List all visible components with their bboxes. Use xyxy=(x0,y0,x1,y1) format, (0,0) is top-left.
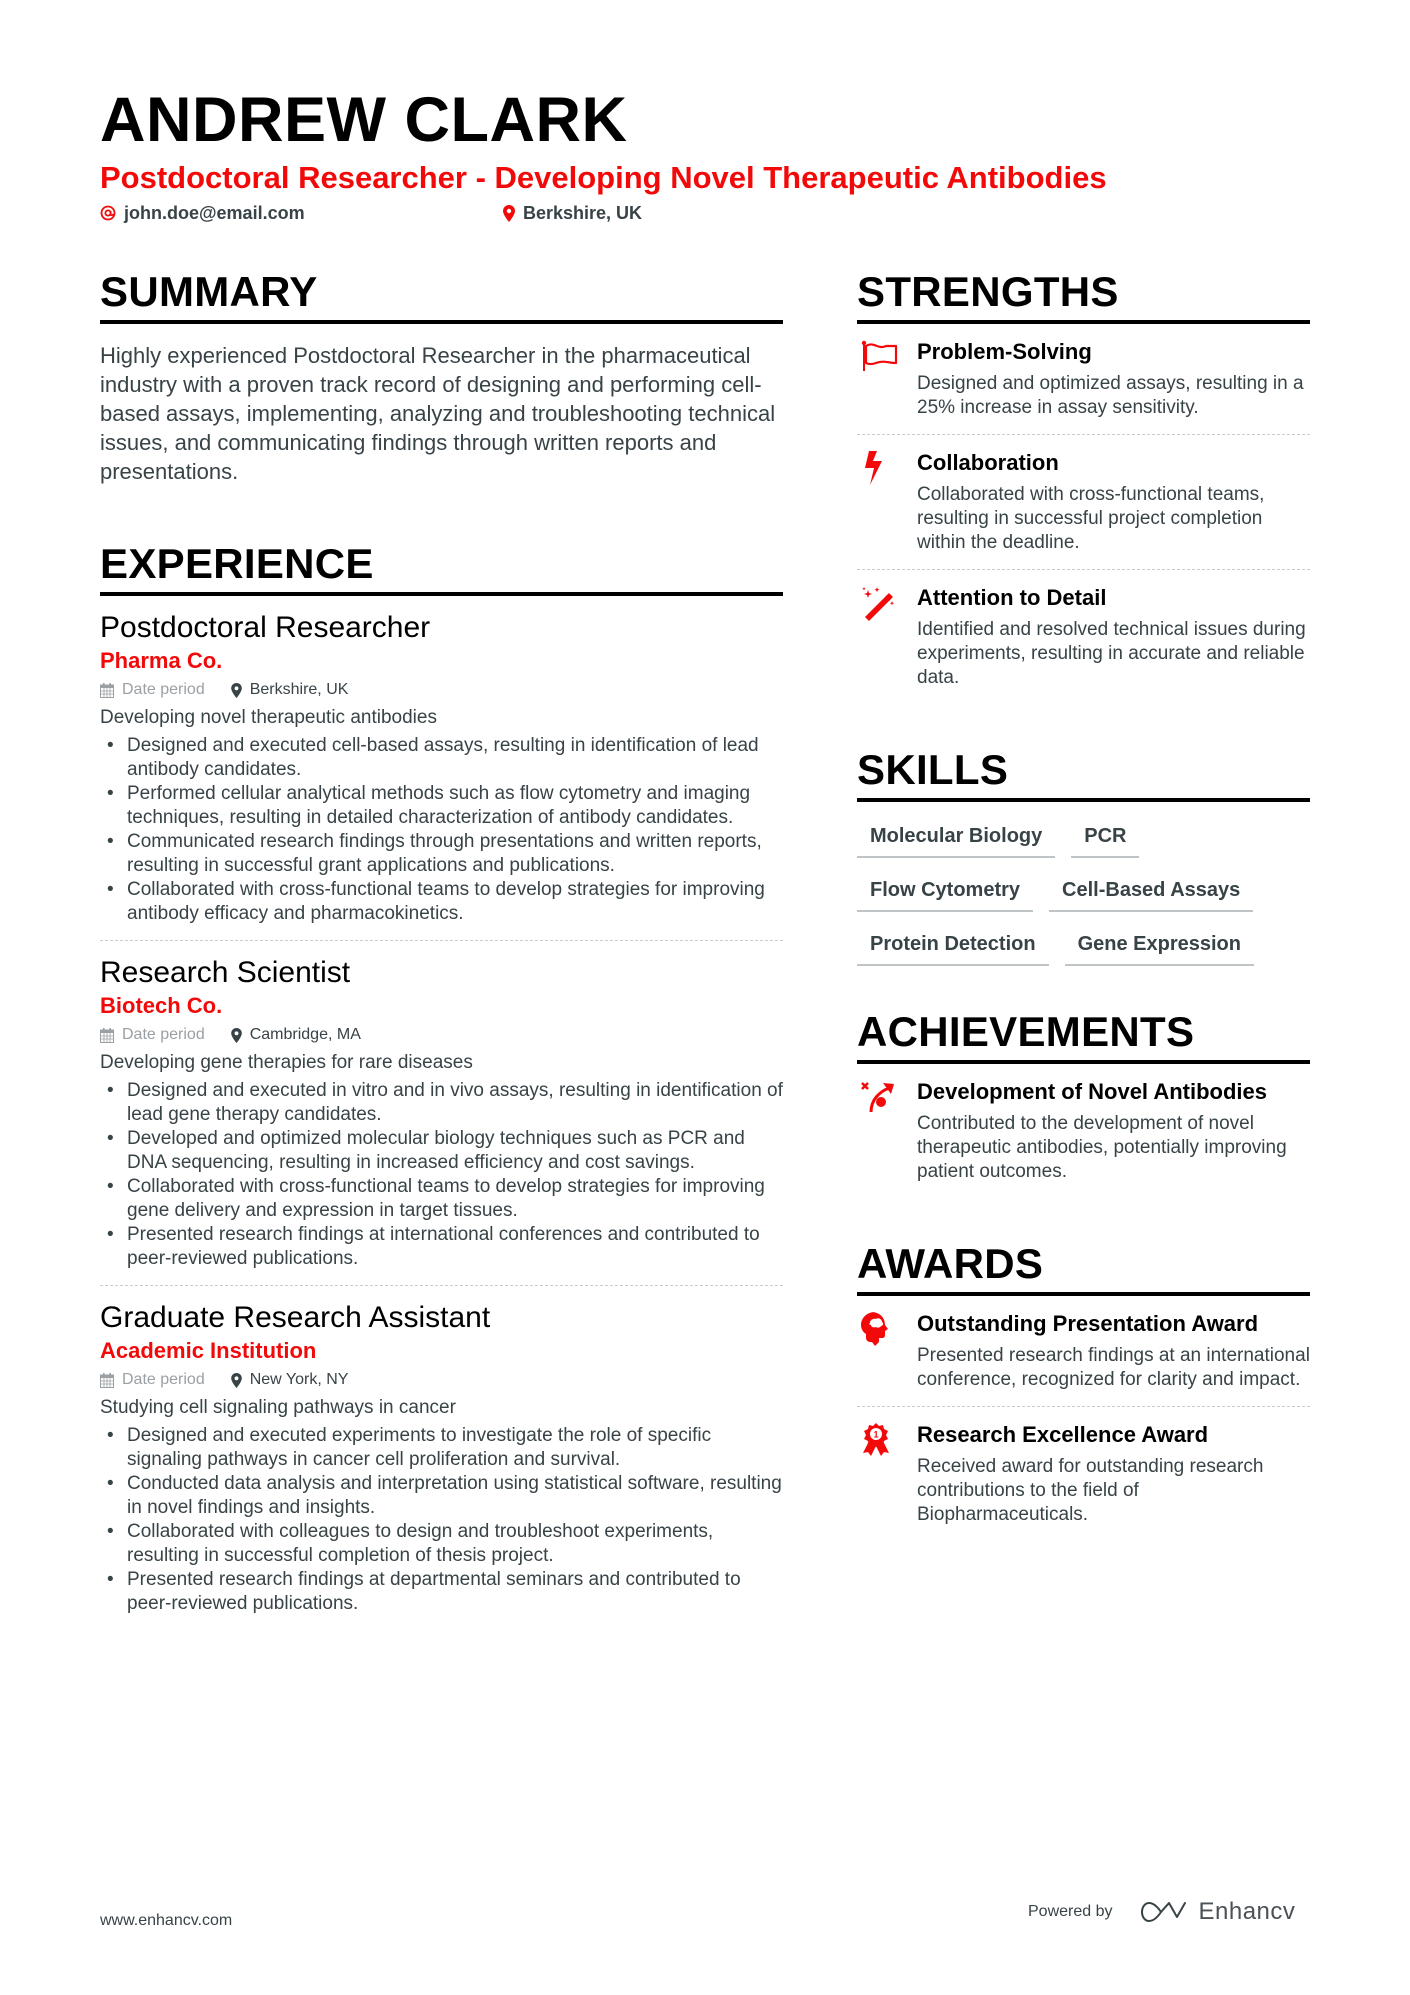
strengths-heading: STRENGTHS xyxy=(857,268,1310,324)
job-bullet: • Designed and executed in vitro and in vivo assays, resulting in identification of lead gene therapy candidates. xyxy=(100,1079,783,1127)
brand-name: Enhancv xyxy=(1198,1898,1296,1925)
strength-description: Designed and optimized assays, resulting in a 25% increase in assay sensitivity. xyxy=(917,373,1304,418)
job-meta xyxy=(100,679,783,701)
location-text: Berkshire, UK xyxy=(523,203,643,223)
job-bullets xyxy=(100,1079,783,1271)
awards-section xyxy=(857,1240,1310,1541)
experience-section xyxy=(100,540,783,1630)
job-bullet: • Collaborated with cross-functional teams to develop strategies for improving antibody efficacy and pharmacokinetics. xyxy=(100,878,783,926)
job-bullet: • Collaborated with colleagues to design and troubleshoot experiments, resulting in successful completion of thesis project. xyxy=(100,1520,783,1568)
award-title: Outstanding Presentation Award xyxy=(917,1311,1259,1336)
job-bullets xyxy=(100,734,783,926)
lightning-icon xyxy=(857,449,917,555)
powered-by-label: Powered by xyxy=(1028,1903,1113,1920)
skills-section xyxy=(857,746,1310,980)
skill-tag: Gene Expression xyxy=(1065,926,1254,966)
skill-tag: Cell-Based Assays xyxy=(1049,872,1253,912)
strengths-section xyxy=(857,268,1310,704)
award-item xyxy=(857,1406,1310,1541)
award-description: Presented research findings at an international conference, recognized for clarity and impact. xyxy=(917,1345,1310,1390)
job-meta xyxy=(100,1024,783,1046)
strength-item xyxy=(857,434,1310,569)
achievement-title: Development of Novel Antibodies xyxy=(917,1079,1268,1104)
svg-text:1: 1 xyxy=(873,1429,879,1440)
skill-tag: Protein Detection xyxy=(857,926,1049,966)
enhancv-logo-icon xyxy=(1141,1899,1187,1925)
achievements-section xyxy=(857,1008,1310,1198)
contact-email[interactable] xyxy=(100,202,305,224)
calendar-icon xyxy=(100,683,114,698)
job-bullet: • Presented research findings at departmental seminars and contributed to peer-reviewed publications. xyxy=(100,1568,783,1616)
job-date: Date period xyxy=(100,679,205,701)
award-title: Research Excellence Award xyxy=(917,1422,1209,1447)
experience-entry xyxy=(100,596,783,940)
job-bullet: • Developed and optimized molecular biology techniques such as PCR and DNA sequencing, resulting in increased efficiency and cost savings. xyxy=(100,1127,783,1175)
strategy-arrow-icon xyxy=(857,1078,917,1184)
strength-title: Attention to Detail xyxy=(917,585,1107,610)
map-pin-icon xyxy=(231,1028,242,1043)
job-bullet: • Designed and executed cell-based assays, resulting in identification of lead antibody candidates. xyxy=(100,734,783,782)
job-description: Developing novel therapeutic antibodies xyxy=(100,707,437,728)
flag-icon xyxy=(857,338,917,420)
left-column xyxy=(100,268,783,1630)
achievement-description: Contributed to the development of novel therapeutic antibodies, potentially improving patient outcomes. xyxy=(917,1113,1287,1182)
map-pin-icon xyxy=(231,1373,242,1388)
candidate-headline: Postdoctoral Researcher - Developing Novel Therapeutic Antibodies xyxy=(100,160,1107,195)
job-bullet: • Designed and executed experiments to investigate the role of specific signaling pathways in cancer cell proliferation and survival. xyxy=(100,1424,783,1472)
job-bullet: • Presented research findings at international conferences and contributed to peer-reviewed publications. xyxy=(100,1223,783,1271)
summary-heading: SUMMARY xyxy=(100,268,783,324)
strength-title: Problem-Solving xyxy=(917,339,1092,364)
head-brain-icon xyxy=(857,1310,917,1392)
job-bullets xyxy=(100,1424,783,1616)
job-location: Berkshire, UK xyxy=(231,679,349,701)
awards-heading: AWARDS xyxy=(857,1240,1310,1296)
achievements-heading: ACHIEVEMENTS xyxy=(857,1008,1310,1064)
job-date: Date period xyxy=(100,1369,205,1391)
experience-entry xyxy=(100,1285,783,1630)
skill-tag: PCR xyxy=(1071,818,1139,858)
award-description: Received award for outstanding research contributions to the field of Biopharmaceuticals. xyxy=(917,1456,1264,1525)
skills-heading: SKILLS xyxy=(857,746,1310,802)
at-icon xyxy=(100,205,116,221)
skills-list xyxy=(857,802,1310,980)
job-company: Academic Institution xyxy=(100,1338,317,1363)
award-ribbon-icon xyxy=(857,1421,917,1527)
job-location: New York, NY xyxy=(231,1369,349,1391)
job-description: Studying cell signaling pathways in cancer xyxy=(100,1397,456,1418)
experience-heading: EXPERIENCE xyxy=(100,540,783,596)
footer-website[interactable]: www.enhancv.com xyxy=(100,1912,233,1929)
strength-description: Collaborated with cross-functional teams, resulting in successful project completion within the deadline. xyxy=(917,484,1265,553)
summary-text: Highly experienced Postdoctoral Researcher in the pharmaceutical industry with a proven track record of designing and performing cell-based assays, implementing, analyzing and troubleshooting technical issues, and communicating findings through written reports and presentations. xyxy=(100,343,776,484)
job-title: Graduate Research Assistant xyxy=(100,1301,491,1334)
email-text: john.doe@email.com xyxy=(124,203,305,223)
map-pin-icon xyxy=(231,683,242,698)
job-title: Research Scientist xyxy=(100,956,351,989)
skill-tag: Flow Cytometry xyxy=(857,872,1033,912)
job-location: Cambridge, MA xyxy=(231,1024,361,1046)
map-pin-icon xyxy=(503,205,515,222)
magic-wand-icon xyxy=(857,584,917,690)
strength-item xyxy=(857,569,1310,704)
job-bullet: • Performed cellular analytical methods such as flow cytometry and imaging techniques, resulting in detailed characterization of antibody candidates. xyxy=(100,782,783,830)
footer-branding[interactable] xyxy=(1028,1898,1295,1926)
job-company: Biotech Co. xyxy=(100,993,223,1018)
summary-section xyxy=(100,268,783,486)
candidate-name: ANDREW CLARK xyxy=(100,85,628,155)
job-title: Postdoctoral Researcher xyxy=(100,611,431,644)
job-meta xyxy=(100,1369,783,1391)
award-item xyxy=(857,1296,1310,1406)
job-date: Date period xyxy=(100,1024,205,1046)
calendar-icon xyxy=(100,1373,114,1388)
skill-tag: Molecular Biology xyxy=(857,818,1055,858)
strength-item xyxy=(857,324,1310,434)
contact-location xyxy=(503,202,642,224)
calendar-icon xyxy=(100,1028,114,1043)
job-bullet: • Collaborated with cross-functional teams to develop strategies for improving gene delivery and expression in target tissues. xyxy=(100,1175,783,1223)
strength-description: Identified and resolved technical issues during experiments, resulting in accurate and reliable data. xyxy=(917,619,1306,688)
right-column xyxy=(857,268,1310,1541)
achievement-item xyxy=(857,1064,1310,1198)
job-bullet: • Conducted data analysis and interpretation using statistical software, resulting in novel findings and insights. xyxy=(100,1472,783,1520)
experience-entry xyxy=(100,940,783,1285)
job-description: Developing gene therapies for rare diseases xyxy=(100,1052,473,1073)
job-bullet: • Communicated research findings through presentations and written reports, resulting in successful grant applications and publications. xyxy=(100,830,783,878)
strength-title: Collaboration xyxy=(917,450,1059,475)
job-company: Pharma Co. xyxy=(100,648,223,673)
